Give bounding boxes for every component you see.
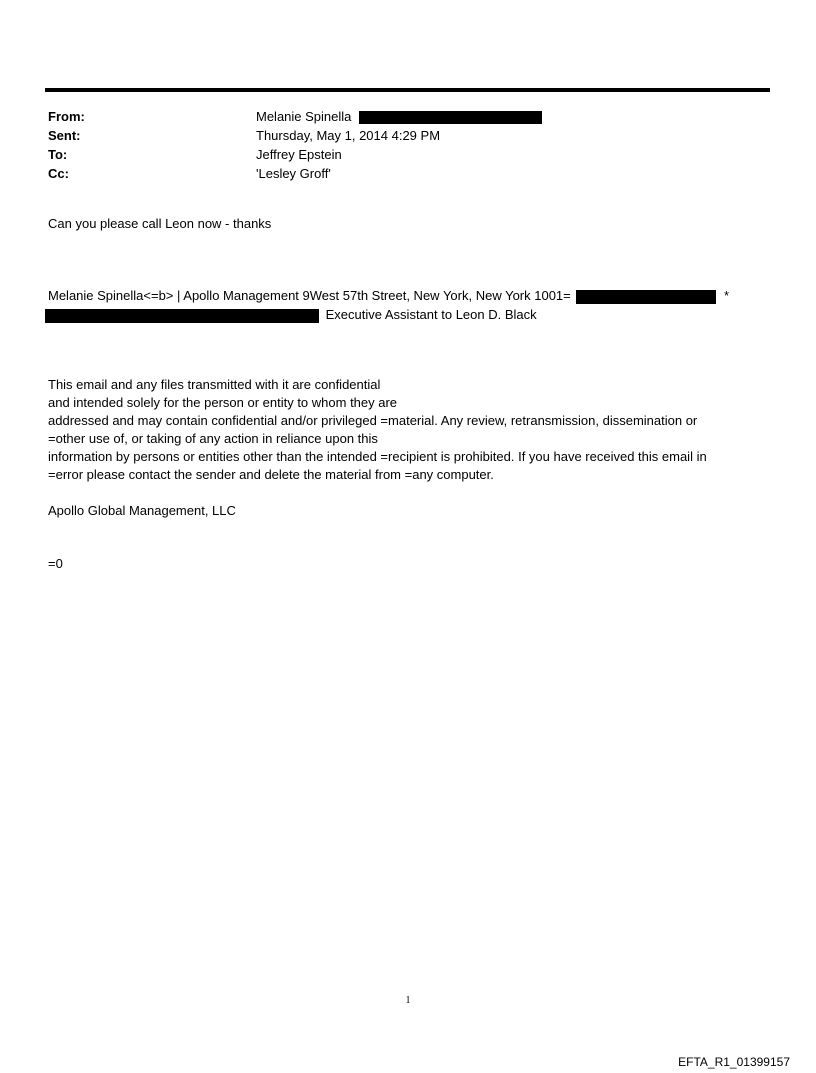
signature-line-2 xyxy=(48,305,729,324)
message-text: Can you please call Leon now - thanks xyxy=(48,216,272,231)
disclaimer-line: information by persons or entities other than the intended =recipient is prohibited. If you have received this email in xyxy=(48,449,707,464)
from-value xyxy=(256,107,542,126)
redaction-bar xyxy=(576,290,716,304)
cc-value: 'Lesley Groff' xyxy=(256,166,331,181)
redaction-bar xyxy=(45,309,319,323)
from-label: From: xyxy=(48,109,85,124)
document-id: EFTA_R1_01399157 xyxy=(678,1055,790,1069)
header-divider xyxy=(45,88,770,92)
from-name: Melanie Spinella xyxy=(256,109,352,124)
to-value: Jeffrey Epstein xyxy=(256,147,342,162)
disclaimer-line: This email and any files transmitted with it are confidential xyxy=(48,377,381,392)
signature-contact: Melanie Spinella<=b> | Apollo Management 9West 57th Street, New York, New York 1001= xyxy=(48,288,571,303)
message-trailer: =0 xyxy=(48,556,63,571)
cc-label: Cc: xyxy=(48,166,69,181)
to-label: To: xyxy=(48,147,68,162)
signature-title: Executive Assistant to Leon D. Black xyxy=(325,307,537,322)
sent-label: Sent: xyxy=(48,128,81,143)
page-number: 1 xyxy=(405,995,411,1006)
signature-line-1 xyxy=(48,286,729,305)
disclaimer-line: addressed and may contain confidential and/or privileged =material. Any review, retransmission, dissemination or xyxy=(48,413,698,428)
company-name: Apollo Global Management, LLC xyxy=(48,503,236,518)
confidentiality-disclaimer xyxy=(48,376,707,484)
disclaimer-line: =other use of, or taking of any action in reliance upon this xyxy=(48,431,378,446)
redaction-bar xyxy=(359,111,542,124)
disclaimer-line: and intended solely for the person or entity to whom they are xyxy=(48,395,398,410)
disclaimer-line: =error please contact the sender and delete the material from =any computer. xyxy=(48,467,494,482)
sent-value: Thursday, May 1, 2014 4:29 PM xyxy=(256,128,441,143)
signature-asterisk: * xyxy=(724,288,730,303)
signature-block xyxy=(48,286,729,324)
